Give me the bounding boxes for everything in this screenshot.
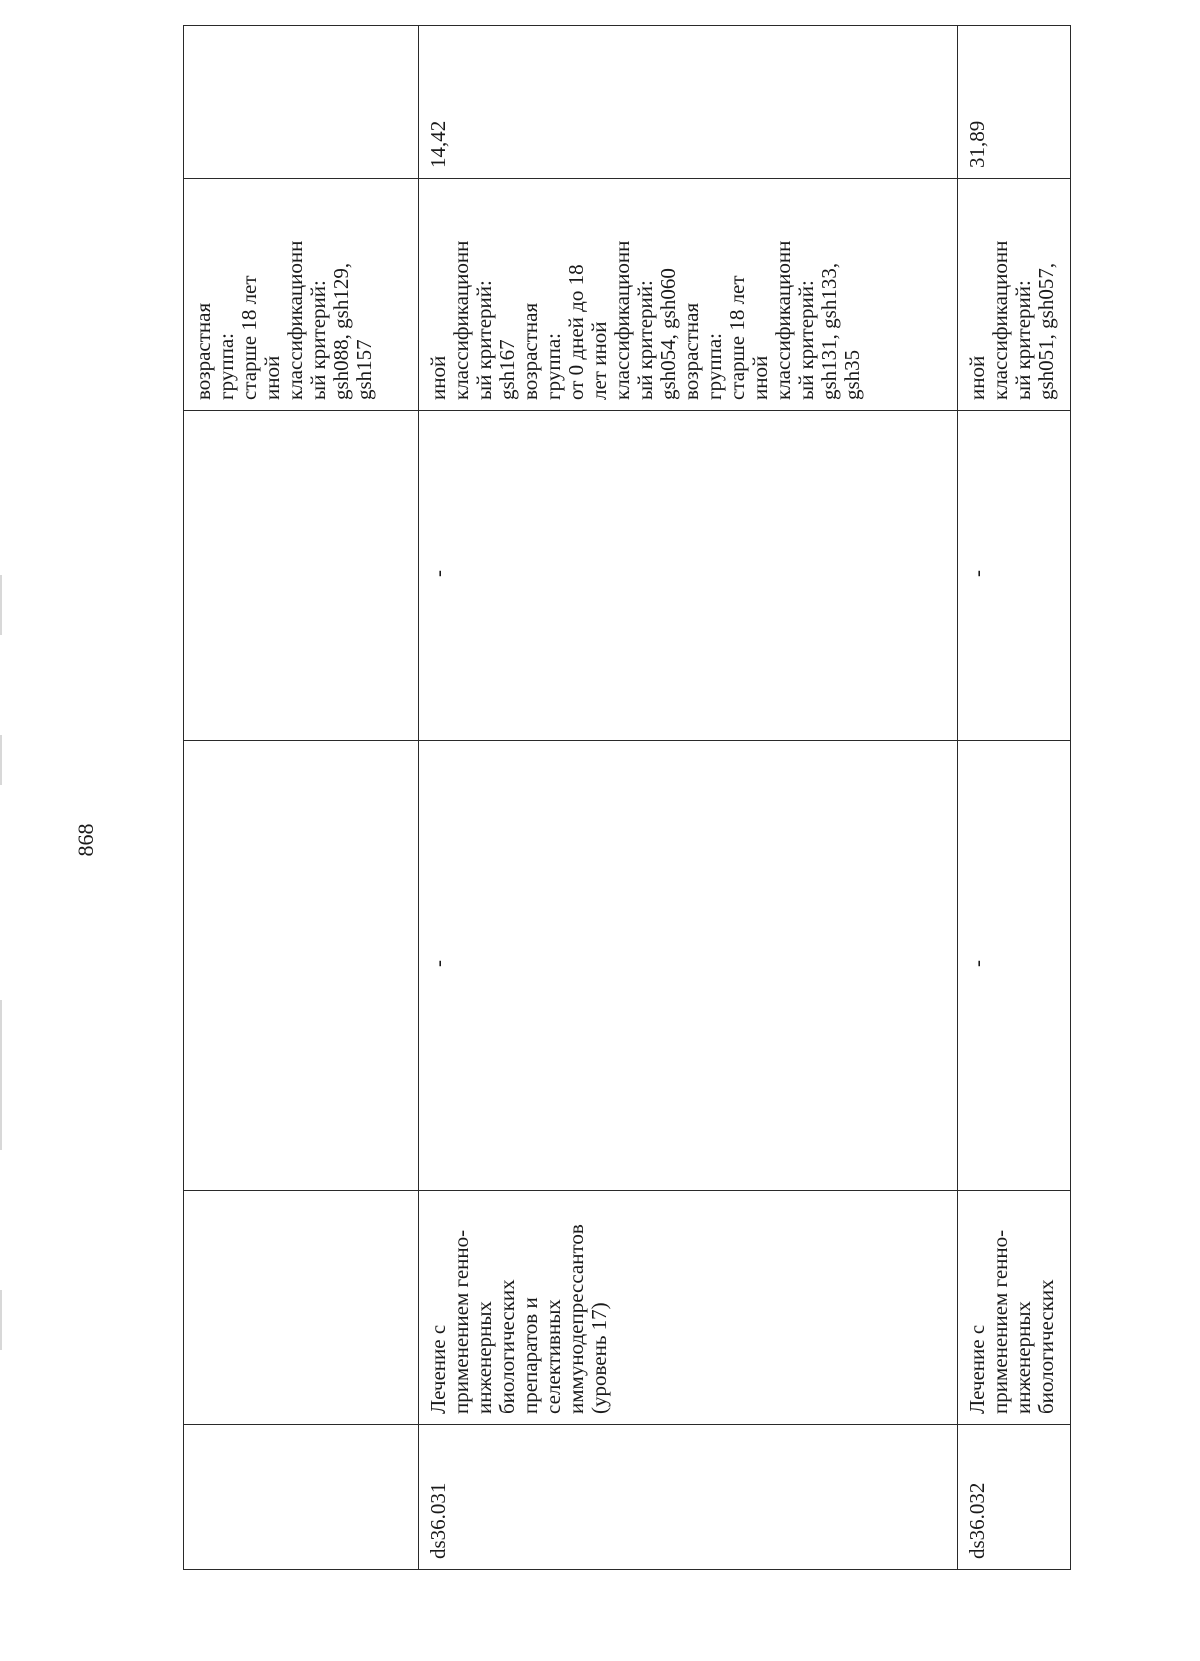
table-row <box>184 26 419 1570</box>
other-criterion-text: возрастная группа: старше 18 лет иной классификационн ый критерий: gsh088, gsh129, gsh157 <box>191 240 376 400</box>
other-criterion-cell <box>184 179 419 411</box>
mkb-main-cell <box>958 741 1071 1191</box>
rotated-page-content <box>183 120 1070 1570</box>
other-criterion-text: иной классификационн ый критерий: gsh051, gsh057, <box>965 240 1058 400</box>
mkb-extra-text: - <box>426 570 450 577</box>
scan-edge-artifact <box>0 575 2 635</box>
code-text: ds36.031 <box>426 1482 450 1559</box>
coefficient-cell <box>958 26 1071 179</box>
name-cell <box>958 1191 1071 1425</box>
code-cell <box>419 1425 958 1570</box>
name-text: Лечение с применением генно- инженерных биологических <box>965 1229 1058 1414</box>
code-cell <box>958 1425 1071 1570</box>
table-row <box>958 26 1071 1570</box>
scan-edge-artifact <box>0 735 2 785</box>
other-criterion-cell <box>419 179 958 411</box>
page-number: 868 <box>73 823 98 857</box>
code-cell <box>184 1425 419 1570</box>
coefficient-cell <box>419 26 958 179</box>
mkb-extra-cell <box>184 411 419 741</box>
code-text: ds36.032 <box>965 1482 989 1559</box>
mkb-main-cell <box>419 741 958 1191</box>
name-cell <box>419 1191 958 1425</box>
coefficient-text: 31,89 <box>965 120 989 168</box>
mkb-extra-cell <box>958 411 1071 741</box>
mkb-extra-text: - <box>965 570 989 577</box>
tariff-table <box>183 25 1071 1570</box>
name-cell <box>184 1191 419 1425</box>
other-criterion-text: иной классификационн ый критерий: gsh167 возрастная группа: от 0 дней до 18 лет иной классификационн ый критерий: gsh054, gsh060 возрастная группа: старше 18 лет иной классификационн ый критерий: gsh131, gsh133, gsh35 <box>426 240 864 400</box>
mkb-main-text: - <box>965 960 989 967</box>
table-row <box>419 26 958 1570</box>
scan-edge-artifact <box>0 1290 2 1350</box>
mkb-extra-cell <box>419 411 958 741</box>
mkb-main-cell <box>184 741 419 1191</box>
mkb-main-text: - <box>426 960 450 967</box>
coefficient-cell <box>184 26 419 179</box>
other-criterion-cell <box>958 179 1071 411</box>
coefficient-text: 14,42 <box>426 120 450 168</box>
name-text: Лечение с применением генно- инженерных биологических препаратов и селективных иммунодепрессантов (уровень 17) <box>426 1224 611 1414</box>
scan-edge-artifact <box>0 1000 2 1150</box>
